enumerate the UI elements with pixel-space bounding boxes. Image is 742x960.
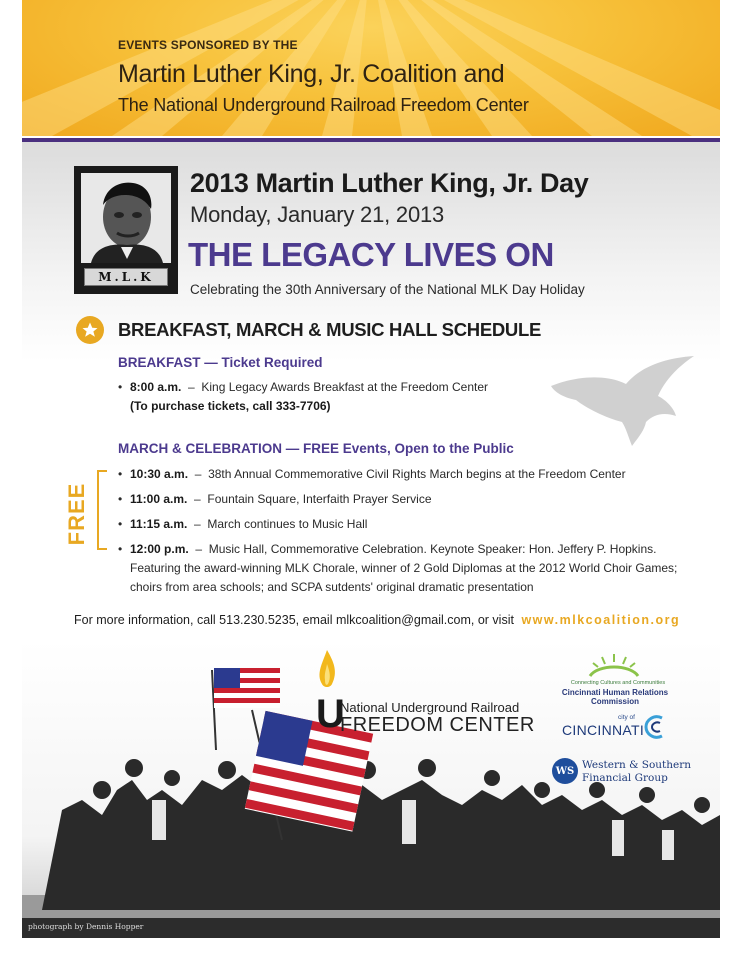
- sponsor-line-2: The National Underground Railroad Freedom Center: [118, 95, 529, 115]
- item-text: Fountain Square, Interfaith Prayer Service: [207, 492, 432, 506]
- item-text: Music Hall, Commemorative Celebration. Keynote Speaker: Hon. Jeffery P. Hopkins.: [208, 542, 657, 556]
- schedule-item-march-3: • 11:15 a.m. – March continues to Music Hall: [118, 517, 368, 531]
- sponsor-line-1: Martin Luther King, Jr. Coalition and: [118, 60, 505, 88]
- cinc-city-of: city of: [618, 714, 635, 721]
- nurfc-line-1: National Underground Railroad: [340, 700, 520, 715]
- breakfast-label: BREAKFAST — Ticket Required: [118, 355, 323, 370]
- nurfc-line-2: FREEDOM CENTER: [340, 714, 535, 736]
- header-banner: [22, 0, 720, 136]
- mlk-logo: [74, 166, 178, 294]
- march-label: MARCH & CELEBRATION — FREE Events, Open to the Public: [118, 441, 514, 456]
- item-time: 10:30 a.m.: [130, 467, 189, 481]
- item-time: 11:00 a.m.: [130, 492, 188, 506]
- nurfc-u-mark: U: [316, 692, 345, 736]
- ticket-phone: (To purchase tickets, call 333-7706): [130, 399, 331, 413]
- schedule-item-march-1: • 10:30 a.m. – 38th Annual Commemorative Civil Rights March begins at the Freedom Center: [118, 467, 626, 481]
- website-link[interactable]: www.mlkcoalition.org: [521, 613, 681, 627]
- event-tagline: THE LEGACY LIVES ON: [188, 236, 554, 273]
- chrc-tagline: Connecting Cultures and Communities: [570, 680, 666, 686]
- item-text: March continues to Music Hall: [207, 517, 368, 531]
- portrait-icon: [81, 173, 171, 263]
- schedule-item-breakfast: • 8:00 a.m. – King Legacy Awards Breakfast at the Freedom Center: [118, 380, 488, 394]
- chrc-sunrise-icon: [584, 652, 644, 680]
- ws-line-1: Western & Southern: [582, 759, 692, 771]
- sponsored-by-label: EVENTS SPONSORED BY THE: [118, 38, 298, 52]
- ws-logo-mark: WS: [552, 758, 578, 784]
- event-date: Monday, January 21, 2013: [190, 202, 445, 227]
- cinc-name: CINCINNATI: [562, 722, 645, 738]
- free-label: FREE: [64, 482, 89, 546]
- event-subtitle: Celebrating the 30th Anniversary of the National MLK Day Holiday: [190, 282, 585, 297]
- item-time: 12:00 p.m.: [130, 542, 189, 556]
- schedule-item-march-4-line2: Featuring the award-winning MLK Chorale, winner of 2 Gold Diplomas at the 2012 World Choir Games;: [130, 561, 678, 575]
- schedule-item-march-2: • 11:00 a.m. – Fountain Square, Interfaith Prayer Service: [118, 492, 432, 506]
- chrc-name: Cincinnati Human Relations Commission: [561, 688, 669, 706]
- more-info: [74, 613, 680, 627]
- schedule-item-march-4-line3: choirs from area schools; and SCPA sutdents' original dramatic presentation: [130, 580, 534, 594]
- schedule-item-march-4: • 12:00 p.m. – Music Hall, Commemorative Celebration. Keynote Speaker: Hon. Jeffery P. Hopkins.: [118, 542, 657, 556]
- schedule-heading: BREAKFAST, MARCH & MUSIC HALL SCHEDULE: [118, 319, 542, 340]
- ticket-info: [130, 397, 331, 416]
- ws-line-2: Financial Group: [582, 772, 668, 784]
- item-text: 38th Annual Commemorative Civil Rights March begins at the Freedom Center: [208, 467, 626, 481]
- mlk-portrait: [81, 173, 171, 263]
- mlk-logo-label: M.L.K: [84, 268, 168, 286]
- item-time: 8:00 a.m.: [130, 380, 182, 394]
- event-title: 2013 Martin Luther King, Jr. Day: [190, 168, 589, 198]
- photo-credit: photograph by Dennis Hopper: [28, 922, 144, 931]
- star-icon: [76, 316, 104, 344]
- cincinnati-c-icon: [644, 714, 666, 740]
- dove-icon: [546, 356, 696, 446]
- item-time: 11:15 a.m.: [130, 517, 188, 531]
- item-text: King Legacy Awards Breakfast at the Freedom Center: [201, 380, 488, 394]
- small-flag: [214, 668, 280, 708]
- flame-icon: [316, 650, 338, 694]
- more-info-text: For more information, call 513.230.5235, email mlkcoalition@gmail.com, or visit: [74, 613, 514, 627]
